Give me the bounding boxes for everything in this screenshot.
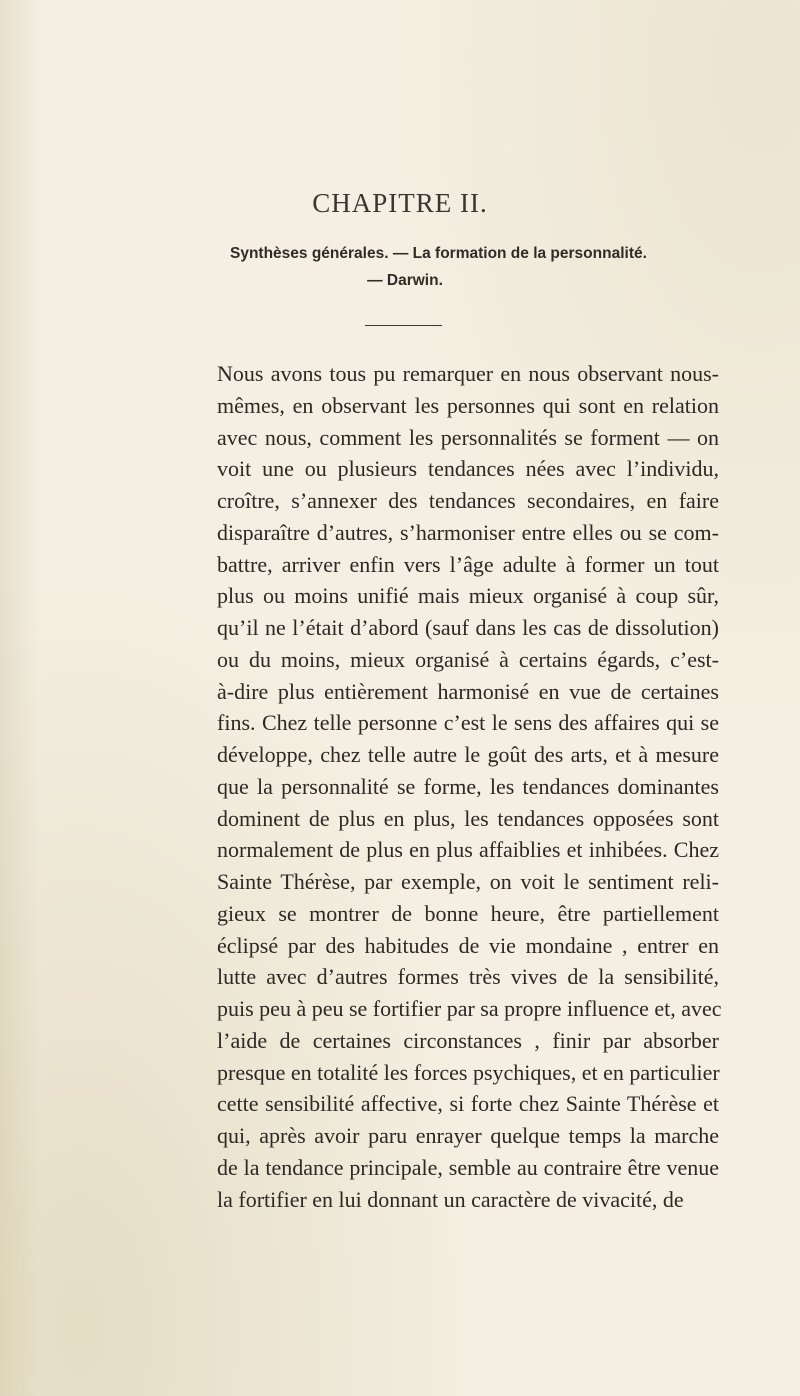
text-line: mêmes, en observant les personnes qui sont en relation [217,392,719,418]
text-line: qui, après avoir paru enrayer quelque temps la marche [217,1123,719,1148]
chapter-title: CHAPITRE II. [312,188,488,218]
subtitle-line-1: Synthèses générales. — La formation de la personnalité. [230,245,647,262]
text-line: développe, chez telle autre le goût des arts, et à mesure [217,742,719,767]
text-line: l’aide de certaines circonstances , finir par absorber [217,1027,719,1053]
text-line: disparaître d’autres, s’harmoniser entre elles ou se com- [217,519,719,545]
text-line: normalement de plus en plus affaiblies et inhibées. Chez [217,837,719,863]
text-line: plus ou moins unifié mais mieux organisé à coup sûr, [217,583,719,609]
text-line: croître, s’annexer des tendances secondaires, en faire [217,488,719,513]
chapter-subtitle [230,240,660,294]
text-line: à-dire plus entièrement harmonisé en vue de certaines [217,678,719,704]
text-line: ou du moins, mieux organisé à certains égards, c’est- [217,646,719,672]
text-line: Sainte Thérèse, par exemple, on voit le sentiment reli- [217,869,719,894]
text-line: presque en totalité les forces psychiques, et en particulier [217,1059,720,1085]
text-line: puis peu à peu se fortifier par sa propre influence et, avec [217,996,722,1021]
text-line: lutte avec d’autres formes très vives de la sensibilité, [217,964,719,990]
subtitle-line-2: — Darwin. [367,272,443,289]
text-line: battre, arriver enfin vers l’âge adulte à former un tout [217,551,719,577]
text-line: la fortifier en lui donnant un caractère de vivacité, de [217,1186,684,1212]
text-line: que la personnalité se forme, les tendances dominantes [217,773,719,799]
text-line: voit une ou plusieurs tendances nées avec l’individu, [217,456,719,482]
section-divider [365,325,442,326]
text-line: de la tendance principale, semble au contraire être venue [217,1154,719,1180]
text-line: cette sensibilité affective, si forte chez Sainte Thérèse et [217,1091,719,1117]
text-line: avec nous, comment les personnalités se forment — on [217,424,719,450]
text-line: qu’il ne l’était d’abord (sauf dans les cas de dissolution) [217,615,719,640]
text-line: Nous avons tous pu remarquer en nous observant nous- [217,361,719,386]
text-line: fins. Chez telle personne c’est le sens des affaires qui se [217,710,719,736]
text-line: dominent de plus en plus, les tendances opposées sont [217,805,719,831]
body-paragraph [217,358,722,1215]
text-line: éclipsé par des habitudes de vie mondaine , entrer en [217,932,719,958]
text-line: gieux se montrer de bonne heure, être partiellement [217,900,719,926]
